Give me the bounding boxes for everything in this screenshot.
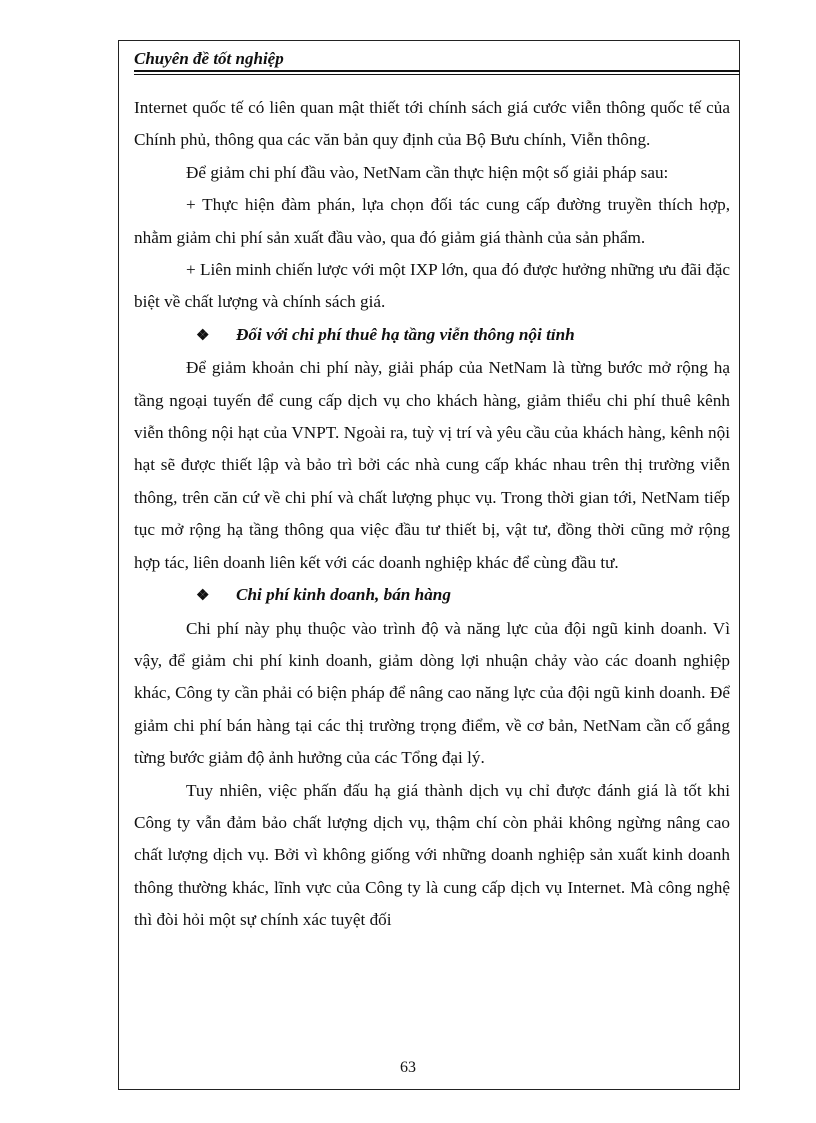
paragraph-item-negotiate: + Thực hiện đàm phán, lựa chọn đối tác cung cấp đường truyền thích hợp, nhằm giảm chi phí sản xuất đầu vào, qua đó giảm giá thành của sản phẩm.: [134, 195, 730, 247]
section-heading-sales-text: Chi phí kinh doanh, bán hàng: [236, 585, 451, 605]
paragraph-item-alliance: + Liên minh chiến lược với một IXP lớn, qua đó được hưởng những ưu đãi đặc biệt về chất lượng và chính sách giá.: [134, 260, 730, 312]
paragraph-continuation: Internet quốc tế có liên quan mật thiết tới chính sách giá cước viễn thông quốc tế của Chính phủ, thông qua các văn bản quy định của Bộ Bưu chính, Viễn thông.: [134, 98, 730, 150]
header-rule-thick: [134, 70, 740, 72]
diamond-bullet-icon: ❖: [196, 588, 210, 605]
paragraph-sales-costs: Chi phí này phụ thuộc vào trình độ và năng lực của đội ngũ kinh doanh. Vì vậy, để giảm chi phí kinh doanh, giảm dòng lợi nhuận chảy vào các doanh nghiệp khác, Công ty cần phải có biện pháp để nâng cao năng lực của đội ngũ kinh doanh. Để giảm chi phí bán hàng tại các thị trường trọng điểm, về cơ bản, NetNam cần cố gắng từng bước giảm độ ảnh hưởng của các Tổng đại lý.: [134, 618, 730, 768]
diamond-bullet-icon: ❖: [196, 327, 210, 344]
header-rule-thin: [134, 74, 740, 75]
header-title: Chuyên đề tốt nghiệp: [134, 49, 284, 68]
section-heading-infrastructure: [134, 319, 730, 352]
document-body: [134, 92, 730, 937]
page-number: 63: [400, 1059, 416, 1076]
paragraph-input-costs: Để giảm chi phí đầu vào, NetNam cần thực hiện một số giải pháp sau:: [186, 162, 669, 182]
section-heading-infrastructure-text: Đối với chi phí thuê hạ tầng viễn thông nội tỉnh: [236, 324, 575, 344]
paragraph-infrastructure: Để giảm khoản chi phí này, giải pháp của NetNam là từng bước mở rộng hạ tầng ngoại tuyến để cung cấp dịch vụ cho khách hàng, giảm thiểu chi phí thuê kênh viễn thông nội hạt của VNPT. Ngoài ra, tuỳ vị trí và yêu cầu của khách hàng, kênh nội hạt sẽ được thiết lập và bảo trì bởi các nhà cung cấp khác nhau trên thị trường viễn thông, trên căn cứ về chi phí và chất lượng phục vụ. Trong thời gian tới, NetNam tiếp tục mở rộng hạ tầng thông qua việc đầu tư thiết bị, vật tư, đồng thời cũng mở rộng hợp tác, liên doanh liên kết với các doanh nghiệp khác để cùng đầu tư.: [134, 358, 730, 572]
paragraph-quality: Tuy nhiên, việc phấn đấu hạ giá thành dịch vụ chỉ được đánh giá là tốt khi Công ty vẫn đảm bảo chất lượng dịch vụ, thậm chí còn phải không ngừng nâng cao chất lượng dịch vụ. Bởi vì không giống với những doanh nghiệp sản xuất kinh doanh thông thường khác, lĩnh vực của Công ty là cung cấp dịch vụ Internet. Mà công nghệ thì đòi hỏi một sự chính xác tuyệt đối: [134, 780, 730, 930]
section-heading-sales: [134, 579, 730, 612]
